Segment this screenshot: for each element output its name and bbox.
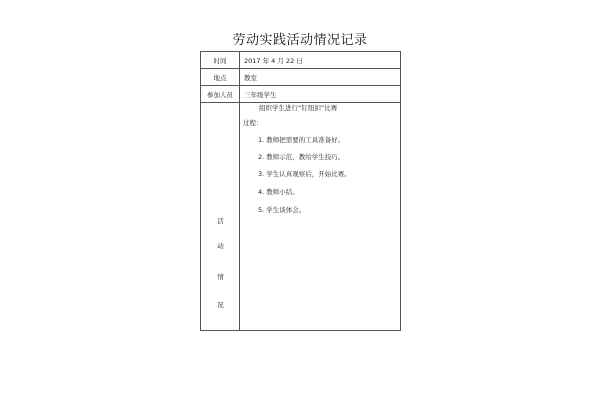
activity-label-char: 况 <box>217 301 224 309</box>
place-row <box>201 69 400 86</box>
time-row <box>201 52 400 69</box>
activity-description <box>241 103 400 330</box>
activity-intro: 组织学生进行“钉纽扣”比赛 <box>259 104 338 112</box>
document-title: 劳动实践活动情况记录 <box>232 33 368 48</box>
activity-situation-label <box>201 103 240 330</box>
process-step: 1. 教师把需要的工具准备好。 <box>258 136 345 144</box>
place-label: 地点 <box>201 69 240 85</box>
participants-value: 三年级学生 <box>244 90 277 99</box>
process-step: 3. 学生认真观察后，开始比赛。 <box>258 170 351 178</box>
activity-label-char: 动 <box>217 242 224 250</box>
participants-row <box>201 86 400 103</box>
process-step: 4. 教师小结。 <box>258 188 299 196</box>
activity-record-table <box>200 51 401 331</box>
activity-label-char: 情 <box>217 273 224 281</box>
process-step: 5. 学生谈体会。 <box>258 206 306 214</box>
time-label: 时间 <box>201 52 240 68</box>
process-step: 2. 教师示范，教给学生技巧。 <box>258 153 345 161</box>
activity-label-char: 活 <box>217 217 224 225</box>
place-value: 教室 <box>244 73 257 82</box>
process-label: 过程： <box>243 119 263 127</box>
time-value: 2017 年 4 月 22 日 <box>244 56 303 65</box>
participants-label: 参加人员 <box>201 86 240 102</box>
